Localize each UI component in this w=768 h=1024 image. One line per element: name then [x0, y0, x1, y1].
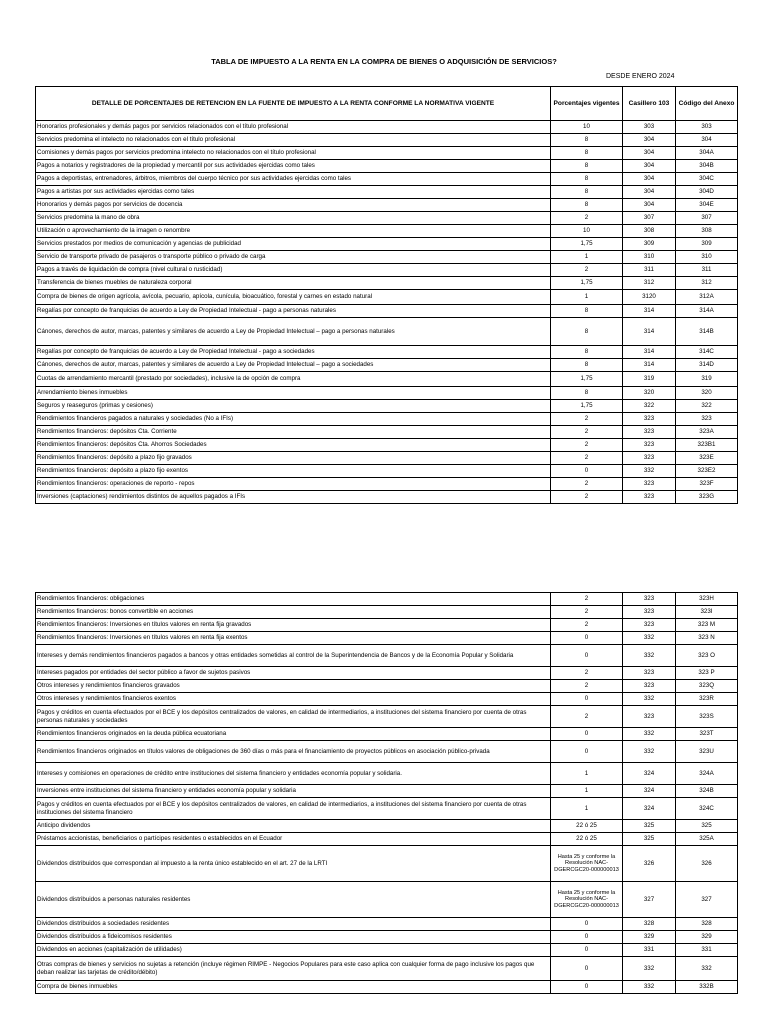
- row-detail: Inversiones entre instituciones del sistema financiero y entidades economía popular y solidaria: [36, 785, 551, 798]
- row-percent: 2: [551, 452, 623, 465]
- row-detail: Servicios predomina la mano de obra: [36, 212, 551, 225]
- row-percent: 2: [551, 478, 623, 491]
- row-box: 324: [623, 798, 676, 820]
- row-detail: Préstamos accionistas, beneficiarios o partícipes residentes o establecidos en el Ecuador: [36, 833, 551, 846]
- row-detail: Rendimientos financieros originados en títulos valores de obligaciones de 360 días o más para el financiamiento de proyectos públicos en asociación público-privada: [36, 741, 551, 763]
- row-percent: Hasta 25 y conforme la Resolución NAC-DGERCGC20-000000013: [551, 846, 623, 882]
- row-box: 332: [623, 741, 676, 763]
- row-code: 314B: [676, 318, 738, 346]
- table-row: [36, 186, 738, 199]
- document-title: TABLA DE IMPUESTO A LA RENTA EN LA COMPRA DE BIENES O ADQUISICIÓN DE SERVICIOS?: [211, 57, 557, 66]
- row-code: 325A: [676, 833, 738, 846]
- row-box: 3120: [623, 290, 676, 305]
- row-code: 323 M: [676, 619, 738, 632]
- row-detail: Servicio de transporte privado de pasajeros o transporte público o privado de carga: [36, 251, 551, 264]
- table-row: [36, 290, 738, 305]
- row-detail: Regalías por concepto de franquicias de acuerdo a Ley de Propiedad Intelectual - pago a personas naturales: [36, 305, 551, 318]
- table-row: [36, 741, 738, 763]
- row-box: 323: [623, 439, 676, 452]
- row-percent: 1: [551, 251, 623, 264]
- row-box: 323: [623, 706, 676, 728]
- table-row: [36, 981, 738, 994]
- row-detail: Rendimientos financieros: depósito a plazo fijo exentos: [36, 465, 551, 478]
- row-percent: 2: [551, 491, 623, 504]
- row-detail: Honorarios profesionales y demás pagos por servicios relacionados con el título profesional: [36, 121, 551, 134]
- row-detail: Anticipo dividendos: [36, 820, 551, 833]
- table-row: [36, 706, 738, 728]
- row-box: 324: [623, 785, 676, 798]
- row-percent: 2: [551, 667, 623, 680]
- row-box: 332: [623, 957, 676, 981]
- table-row: [36, 199, 738, 212]
- row-detail: Otros intereses y rendimientos financieros exentos: [36, 693, 551, 706]
- row-code: 332B: [676, 981, 738, 994]
- table-row: [36, 318, 738, 346]
- row-box: 323: [623, 426, 676, 439]
- table-row: [36, 491, 738, 504]
- row-box: 310: [623, 251, 676, 264]
- row-box: 332: [623, 728, 676, 741]
- row-code: 324C: [676, 798, 738, 820]
- row-percent: 2: [551, 606, 623, 619]
- row-box: 311: [623, 264, 676, 277]
- row-code: 304D: [676, 186, 738, 199]
- row-box: 303: [623, 121, 676, 134]
- row-code: 311: [676, 264, 738, 277]
- table-row: [36, 359, 738, 372]
- row-code: 314D: [676, 359, 738, 372]
- row-detail: Servicios predomina el intelecto no relacionados con el título profesional: [36, 134, 551, 147]
- row-percent: 10: [551, 225, 623, 238]
- row-percent: 1,75: [551, 400, 623, 413]
- row-code: 322: [676, 400, 738, 413]
- table-row: [36, 160, 738, 173]
- row-percent: 8: [551, 199, 623, 212]
- row-percent: 1: [551, 785, 623, 798]
- row-detail: Servicios prestados por medios de comunicación y agencias de publicidad: [36, 238, 551, 251]
- row-box: 325: [623, 820, 676, 833]
- row-box: 329: [623, 931, 676, 944]
- row-percent: 2: [551, 212, 623, 225]
- row-code: 323: [676, 413, 738, 426]
- row-percent: 2: [551, 706, 623, 728]
- row-box: 328: [623, 918, 676, 931]
- row-percent: 0: [551, 957, 623, 981]
- row-code: 323I: [676, 606, 738, 619]
- row-code: 323 P: [676, 667, 738, 680]
- row-box: 331: [623, 944, 676, 957]
- row-box: 304: [623, 199, 676, 212]
- row-detail: Intereses y demás rendimientos financieros pagados a bancos y otras entidades sometidas al control de la Superintendencia de Bancos y de la Economía Popular y Solidaria: [36, 645, 551, 667]
- row-detail: Cuotas de arrendamiento mercantil (prestado por sociedades), inclusive la de opción de compra: [36, 372, 551, 387]
- row-detail: Pagos a artistas por sus actividades ejercidas como tales: [36, 186, 551, 199]
- row-code: 312: [676, 277, 738, 290]
- row-code: 323R: [676, 693, 738, 706]
- row-code: 314C: [676, 346, 738, 359]
- row-percent: 8: [551, 359, 623, 372]
- table-row: [36, 372, 738, 387]
- row-detail: Rendimientos financieros pagados a naturales y sociedades (No a IFIs): [36, 413, 551, 426]
- row-box: 323: [623, 606, 676, 619]
- row-detail: Rendimientos financieros: operaciones de reporto - repos: [36, 478, 551, 491]
- row-code: 326: [676, 846, 738, 882]
- table-row: [36, 439, 738, 452]
- row-percent: 1,75: [551, 372, 623, 387]
- row-detail: Rendimientos financieros: Inversiones en títulos valores en renta fija gravados: [36, 619, 551, 632]
- row-percent: 0: [551, 693, 623, 706]
- row-percent: 0: [551, 918, 623, 931]
- header-percent: Porcentajes vigentes: [551, 87, 623, 121]
- row-percent: 8: [551, 186, 623, 199]
- table-row: [36, 465, 738, 478]
- row-box: 332: [623, 465, 676, 478]
- row-code: 323 N: [676, 632, 738, 645]
- row-percent: 0: [551, 645, 623, 667]
- row-code: 309: [676, 238, 738, 251]
- table-row: [36, 606, 738, 619]
- row-detail: Dividendos distribuidos a fideicomisos residentes: [36, 931, 551, 944]
- row-box: 322: [623, 400, 676, 413]
- row-percent: 2: [551, 439, 623, 452]
- row-percent: 8: [551, 147, 623, 160]
- table-row: [36, 645, 738, 667]
- row-code: 324A: [676, 763, 738, 785]
- row-code: 332: [676, 957, 738, 981]
- row-code: 324B: [676, 785, 738, 798]
- row-detail: Rendimientos financieros: bonos convertible en acciones: [36, 606, 551, 619]
- row-detail: Compra de bienes inmuebles: [36, 981, 551, 994]
- row-box: 323: [623, 619, 676, 632]
- row-percent: 2: [551, 426, 623, 439]
- row-code: 323 O: [676, 645, 738, 667]
- table-row: [36, 619, 738, 632]
- row-code: 319: [676, 372, 738, 387]
- row-detail: Transferencia de bienes muebles de naturaleza corporal: [36, 277, 551, 290]
- date-label: DESDE ENERO 2024: [606, 73, 675, 80]
- table-row: [36, 225, 738, 238]
- row-code: 314A: [676, 305, 738, 318]
- table-row: [36, 693, 738, 706]
- row-percent: 2: [551, 264, 623, 277]
- row-percent: 2: [551, 593, 623, 606]
- row-box: 326: [623, 846, 676, 882]
- row-code: 329: [676, 931, 738, 944]
- row-code: 308: [676, 225, 738, 238]
- row-detail: Pagos a notarios y registradores de la propiedad y mercantil por sus actividades ejercidas como tales: [36, 160, 551, 173]
- table-row: [36, 413, 738, 426]
- row-code: 323T: [676, 728, 738, 741]
- header-code: Código del Anexo: [676, 87, 738, 121]
- row-box: 307: [623, 212, 676, 225]
- row-code: 304A: [676, 147, 738, 160]
- table-row: [36, 387, 738, 400]
- row-percent: 1,75: [551, 277, 623, 290]
- row-percent: 0: [551, 981, 623, 994]
- table-row: [36, 400, 738, 413]
- row-percent: 1: [551, 763, 623, 785]
- table-body-top: [36, 121, 738, 504]
- row-box: 323: [623, 413, 676, 426]
- row-box: 332: [623, 981, 676, 994]
- row-detail: Rendimientos financieros originados en la deuda pública ecuatoriana: [36, 728, 551, 741]
- row-detail: Dividendos en acciones (capitalización de utilidades): [36, 944, 551, 957]
- row-detail: Dividendos distribuidos a personas naturales residentes: [36, 882, 551, 918]
- table-row: [36, 944, 738, 957]
- table-row: [36, 452, 738, 465]
- row-detail: Inversiones (captaciones) rendimientos distintos de aquellos pagados a IFIs: [36, 491, 551, 504]
- row-percent: 0: [551, 465, 623, 478]
- row-box: 314: [623, 318, 676, 346]
- row-percent: 2: [551, 413, 623, 426]
- row-detail: Rendimientos financieros: depósitos Cta. Corriente: [36, 426, 551, 439]
- row-box: 309: [623, 238, 676, 251]
- row-percent: 22 ó 25: [551, 820, 623, 833]
- row-box: 323: [623, 452, 676, 465]
- row-detail: Comisiones y demás pagos por servicios predomina intelecto no relacionados con el título profesional: [36, 147, 551, 160]
- row-percent: 0: [551, 944, 623, 957]
- row-detail: Rendimientos financieros: depósitos Cta. Ahorros Sociedades: [36, 439, 551, 452]
- row-percent: 8: [551, 134, 623, 147]
- row-box: 319: [623, 372, 676, 387]
- row-code: 328: [676, 918, 738, 931]
- row-box: 304: [623, 186, 676, 199]
- row-code: 323U: [676, 741, 738, 763]
- table-row: [36, 667, 738, 680]
- table-row: [36, 478, 738, 491]
- header-box: Casillero 103: [623, 87, 676, 121]
- row-code: 323B1: [676, 439, 738, 452]
- row-box: 304: [623, 173, 676, 186]
- row-box: 312: [623, 277, 676, 290]
- row-detail: Otras compras de bienes y servicios no sujetas a retención (incluye régimen RIMPE - Negocios Populares para este caso aplica con cualquier forma de pago inclusive los pagos que deban realizar las tarjetas de crédito/débito): [36, 957, 551, 981]
- table-row: [36, 238, 738, 251]
- table-row: [36, 426, 738, 439]
- table-row: [36, 918, 738, 931]
- row-percent: 0: [551, 741, 623, 763]
- table-row: [36, 134, 738, 147]
- row-detail: Utilización o aprovechamiento de la imagen o renombre: [36, 225, 551, 238]
- row-detail: Cánones, derechos de autor, marcas, patentes y similares de acuerdo a Ley de Propiedad Intelectual – pago a sociedades: [36, 359, 551, 372]
- row-percent: 8: [551, 387, 623, 400]
- row-percent: 8: [551, 305, 623, 318]
- row-box: 325: [623, 833, 676, 846]
- table-row: [36, 212, 738, 225]
- row-box: 323: [623, 593, 676, 606]
- row-detail: Cánones, derechos de autor, marcas, patentes y similares de acuerdo a Ley de Propiedad Intelectual – pago a personas naturales: [36, 318, 551, 346]
- row-code: 304: [676, 134, 738, 147]
- row-percent: Hasta 25 y conforme la Resolución NAC-DGERCGC20-000000013: [551, 882, 623, 918]
- row-code: 323A: [676, 426, 738, 439]
- row-code: 331: [676, 944, 738, 957]
- table-row: [36, 798, 738, 820]
- row-code: 303: [676, 121, 738, 134]
- row-percent: 8: [551, 346, 623, 359]
- header-detail: DETALLE DE PORCENTAJES DE RETENCION EN LA FUENTE DE IMPUESTO A LA RENTA CONFORME LA NORMATIVA VIGENTE: [36, 87, 551, 121]
- table-row: [36, 277, 738, 290]
- table-row: [36, 121, 738, 134]
- row-box: 332: [623, 632, 676, 645]
- row-box: 304: [623, 160, 676, 173]
- row-percent: 1,75: [551, 238, 623, 251]
- row-percent: 0: [551, 931, 623, 944]
- table-row: [36, 846, 738, 882]
- row-box: 314: [623, 305, 676, 318]
- row-code: 304E: [676, 199, 738, 212]
- row-percent: 22 ó 25: [551, 833, 623, 846]
- row-percent: 0: [551, 728, 623, 741]
- table-body-bottom: [36, 593, 738, 994]
- row-code: 323G: [676, 491, 738, 504]
- row-detail: Dividendos distribuidos a sociedades residentes: [36, 918, 551, 931]
- row-detail: Intereses pagados por entidades del sector público a favor de sujetos pasivos: [36, 667, 551, 680]
- row-detail: Pagos y créditos en cuenta efectuados por el BCE y los depósitos centralizados de valores, en calidad de intermediarios, a instituciones del sistema financiero por cuenta de otras personas naturales y sociedades: [36, 706, 551, 728]
- row-percent: 0: [551, 632, 623, 645]
- row-detail: Honorarios y demás pagos por servicios de docencia: [36, 199, 551, 212]
- table-row: [36, 305, 738, 318]
- row-detail: Compra de bienes de origen agrícola, avícola, pecuario, apícola, cunícula, bioacuático, forestal y carnes en estado natural: [36, 290, 551, 305]
- table-row: [36, 931, 738, 944]
- row-box: 332: [623, 693, 676, 706]
- table-row: [36, 820, 738, 833]
- row-box: 314: [623, 359, 676, 372]
- row-detail: Pagos a deportistas, entrenadores, árbitros, miembros del cuerpo técnico por sus actividades ejercidas como tales: [36, 173, 551, 186]
- row-detail: Rendimientos financieros: Inversiones en títulos valores en renta fija exentos: [36, 632, 551, 645]
- row-percent: 8: [551, 318, 623, 346]
- row-code: 304C: [676, 173, 738, 186]
- row-box: 324: [623, 763, 676, 785]
- table-row: [36, 728, 738, 741]
- table-row: [36, 173, 738, 186]
- retention-table-bottom: [35, 592, 738, 994]
- row-code: 304B: [676, 160, 738, 173]
- row-box: 314: [623, 346, 676, 359]
- row-percent: 8: [551, 160, 623, 173]
- row-detail: Arrendamiento bienes inmuebles: [36, 387, 551, 400]
- row-box: 327: [623, 882, 676, 918]
- row-code: 323F: [676, 478, 738, 491]
- row-code: 320: [676, 387, 738, 400]
- row-percent: 2: [551, 619, 623, 632]
- table-row: [36, 680, 738, 693]
- row-code: 323H: [676, 593, 738, 606]
- row-box: 320: [623, 387, 676, 400]
- row-code: 323E: [676, 452, 738, 465]
- row-detail: Regalías por concepto de franquicias de acuerdo a Ley de Propiedad Intelectual - pago a sociedades: [36, 346, 551, 359]
- retention-table-top: [35, 86, 738, 504]
- table-row: [36, 833, 738, 846]
- table-row: [36, 251, 738, 264]
- row-detail: Seguros y reaseguros (primas y cesiones): [36, 400, 551, 413]
- row-detail: Otros intereses y rendimientos financieros gravados: [36, 680, 551, 693]
- row-code: 323Q: [676, 680, 738, 693]
- row-box: 323: [623, 680, 676, 693]
- row-code: 323S: [676, 706, 738, 728]
- row-box: 332: [623, 645, 676, 667]
- row-box: 304: [623, 134, 676, 147]
- table-row: [36, 882, 738, 918]
- row-code: 323E2: [676, 465, 738, 478]
- row-box: 323: [623, 478, 676, 491]
- table-row: [36, 147, 738, 160]
- row-box: 323: [623, 491, 676, 504]
- row-percent: 1: [551, 798, 623, 820]
- row-percent: 8: [551, 173, 623, 186]
- row-code: 310: [676, 251, 738, 264]
- table-row: [36, 785, 738, 798]
- row-code: 325: [676, 820, 738, 833]
- table-row: [36, 593, 738, 606]
- row-detail: Rendimientos financieros: depósito a plazo fijo gravados: [36, 452, 551, 465]
- table-row: [36, 264, 738, 277]
- row-percent: 1: [551, 290, 623, 305]
- row-box: 323: [623, 667, 676, 680]
- row-box: 304: [623, 147, 676, 160]
- table-row: [36, 957, 738, 981]
- row-detail: Intereses y comisiones en operaciones de crédito entre instituciones del sistema financiero y entidades economía popular y solidaria.: [36, 763, 551, 785]
- table-row: [36, 346, 738, 359]
- table-row: [36, 763, 738, 785]
- row-code: 312A: [676, 290, 738, 305]
- table-row: [36, 632, 738, 645]
- row-percent: 10: [551, 121, 623, 134]
- row-percent: 2: [551, 680, 623, 693]
- row-code: 327: [676, 882, 738, 918]
- row-box: 308: [623, 225, 676, 238]
- row-detail: Pagos y créditos en cuenta efectuados por el BCE y los depósitos centralizados de valores, en calidad de intermediarios, a instituciones del sistema financiero por cuenta de otras instituciones del sistema financiero: [36, 798, 551, 820]
- row-detail: Pagos a través de liquidación de compra (nivel cultural o rusticidad): [36, 264, 551, 277]
- row-detail: Dividendos distribuidos que correspondan al impuesto a la renta único establecido en el art. 27 de la LRTI: [36, 846, 551, 882]
- row-code: 307: [676, 212, 738, 225]
- row-detail: Rendimientos financieros: obligaciones: [36, 593, 551, 606]
